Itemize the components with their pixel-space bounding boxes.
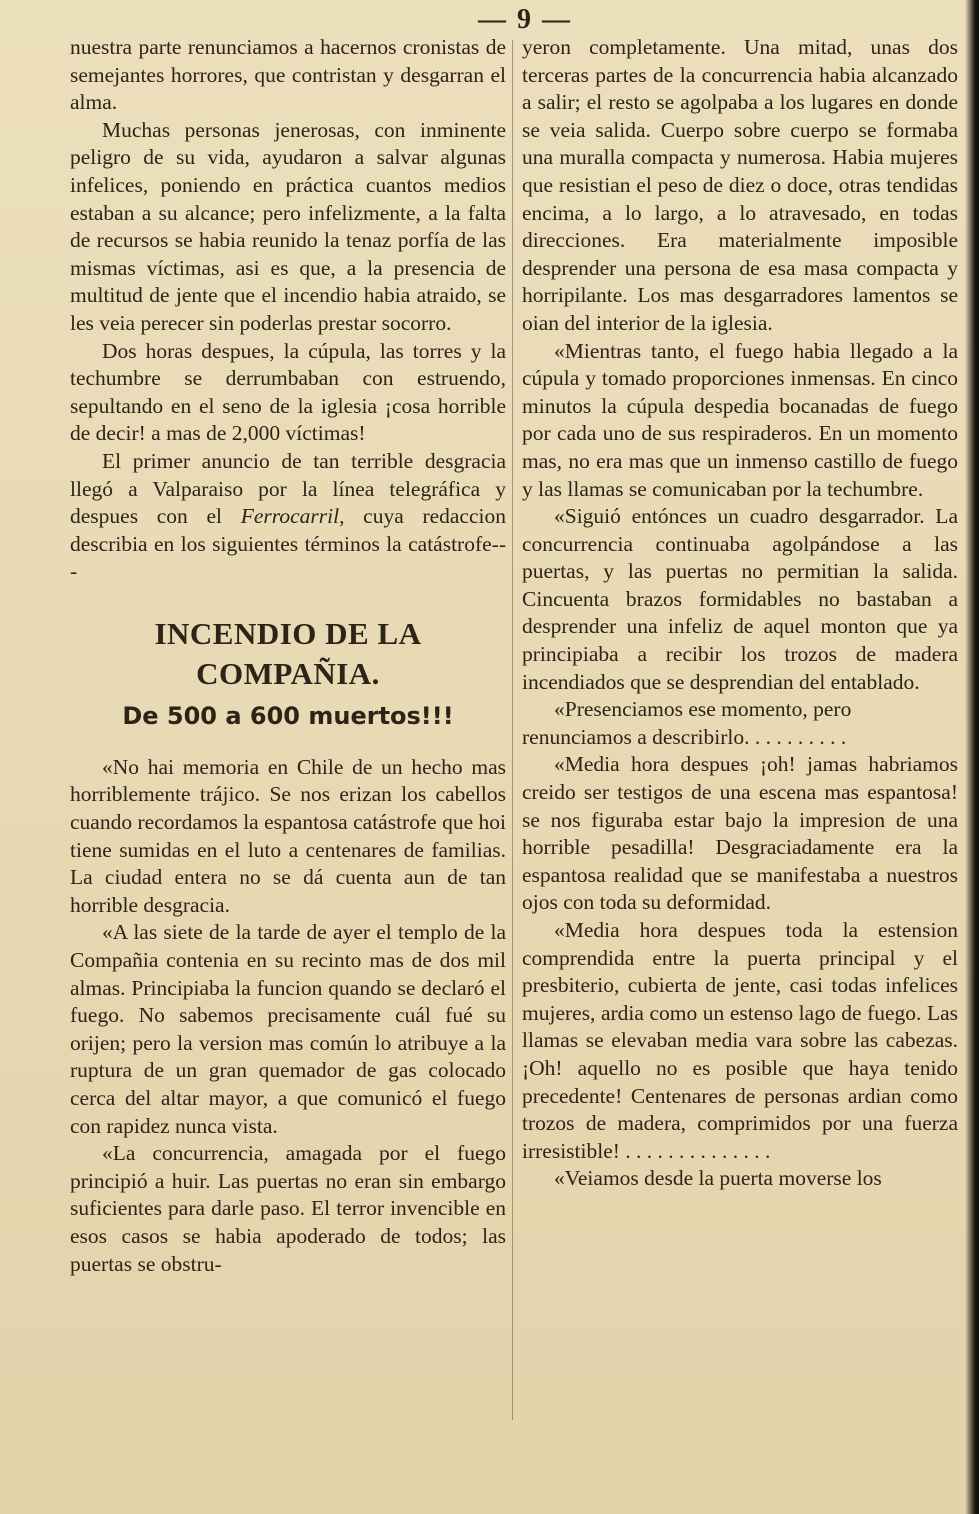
left-paragraph-4 [70, 448, 506, 586]
left-paragraph-4-start: El primer anuncio de tan terrible desgracia llegó a Valparaiso por la línea telegráfica y despues con el [70, 448, 506, 529]
left-paragraph-5: «No hai memoria en Chile de un hecho mas horriblemente trájico. Se nos erizan los cabellos cuando recordamos la espantosa catástrofe que hoi tiene sumidas en el luto a centenares de familias. La ciudad entera no se dá cuenta aun de tan horrible desgracia. [70, 754, 506, 917]
newspaper-name: Ferrocarril [240, 504, 340, 529]
left-column [70, 34, 506, 1278]
article-subtitle: De 500 a 600 muertos!!! [122, 701, 454, 730]
right-paragraph-5: «Media hora despues ¡oh! jamas habriamos creido ser testigos de una escena mas espantosa! se nos figuraba estar bajo la impresion de una horrible pesadilla! Desgraciadamente era la espantosa realidad que se manifestaba a nuestros ojos con toda su deformidad. [522, 752, 958, 915]
page-number: — 9 — [478, 4, 572, 35]
left-paragraph-1: nuestra parte renunciamos a hacernos cronistas de semejantes horrores, que contristan y desgarran el alma. [70, 35, 506, 115]
left-paragraph-6: «A las siete de la tarde de ayer el templo de la Compañia contenia en su recinto mas de dos mil almas. Principiaba la funcion quando se declaró el fuego. No sabemos precisamente cuál fué su orijen; pero la version mas común lo atribuye a la ruptura de un gran quemador de gas colocado cerca del altar mayor, a que comunicó el fuego con rapidez nunca vista. [70, 920, 506, 1138]
right-paragraph-3: «Siguió entónces un cuadro desgarrador. La concurrencia continuaba agolpándose a las puertas, y las puertas no permitian la salida. Cincuenta brazos formidables no bastaban a desprender una infeliz de aquel monton que ya principiaba a recibir los trozos de madera incendiados que se desprendian del entablado. [522, 504, 958, 694]
left-paragraph-7: «La concurrencia, amagada por el fuego principió a huir. Las puertas no eran sin embargo suficientes para darle paso. El terror invencible en esos casos se habia apoderado de todos; las puertas se obstru- [70, 1141, 506, 1276]
column-divider [512, 40, 513, 1420]
page-binding-edge [965, 0, 979, 1514]
left-paragraph-3: Dos horas despues, la cúpula, las torres y la techumbre se derrumbaban con estruendo, sepultando en el seno de la iglesia ¡cosa horrible de decir! a mas de 2,000 víctimas! [70, 338, 506, 446]
right-paragraph-1: yeron completamente. Una mitad, unas dos terceras partes de la concurrencia habia alcanzado a salir; el resto se agolpaba a los lugares en donde se veia salida. Cuerpo sobre cuerpo se formaba una muralla compacta y numerosa. Habia mujeres que resistian el peso de diez o doce, otras tendidas encima, a lo largo, a lo atravesado, en todas direcciones. Era materialmente imposible desprender una persona de esa masa compacta y horripilante. Los mas desgarradores lamentos se oian del interior de la iglesia. [522, 35, 958, 335]
right-paragraph-4: «Presenciamos ese momento, pero renunciamos a describirlo. . . . . . . . . . [522, 697, 852, 749]
right-column [522, 34, 958, 1193]
left-paragraph-4-end: , cuya redaccion describia en los siguientes términos la catástrofe--- [70, 504, 506, 584]
article-title: INCENDIO DE LA COMPAÑIA. [154, 615, 422, 691]
right-paragraph-6: «Media hora despues toda la estension comprendida entre la puerta principal y el presbiterio, cubierta de jente, casi todas infelices mujeres, ardia como un estenso lago de fuego. Las llamas se elevaban media vara sobre las cabezas. ¡Oh! aquello no es posible que haya tenido precedente! Centenares de personas ardian como trozos de madera, comprimidos por una fuerza irresistible! . . . . . . . . . . . . . . [522, 918, 958, 1163]
right-paragraph-2: «Mientras tanto, el fuego habia llegado a la cúpula y tomado proporciones inmensas. En cinco minutos la cúpula despedia bocanadas de fuego por cada uno de sus respiraderos. En un momento mas, no era mas que un inmenso castillo de fuego y las llamas se comunicaban por la techumbre. [522, 338, 958, 501]
right-paragraph-7: «Veiamos desde la puerta moverse los [554, 1166, 882, 1191]
left-paragraph-2: Muchas personas jenerosas, con inminente peligro de su vida, ayudaron a salvar algunas infelices, poniendo en práctica cuantos medios estaban a su alcance; pero infelizmente, a la falta de recursos se habia reunido la tenaz porfía de las mismas víctimas, asi es que, a la presencia de multitud de jente que el incendio habia atraido, se les veia perecer sin poderlas prestar socorro. [70, 117, 506, 335]
